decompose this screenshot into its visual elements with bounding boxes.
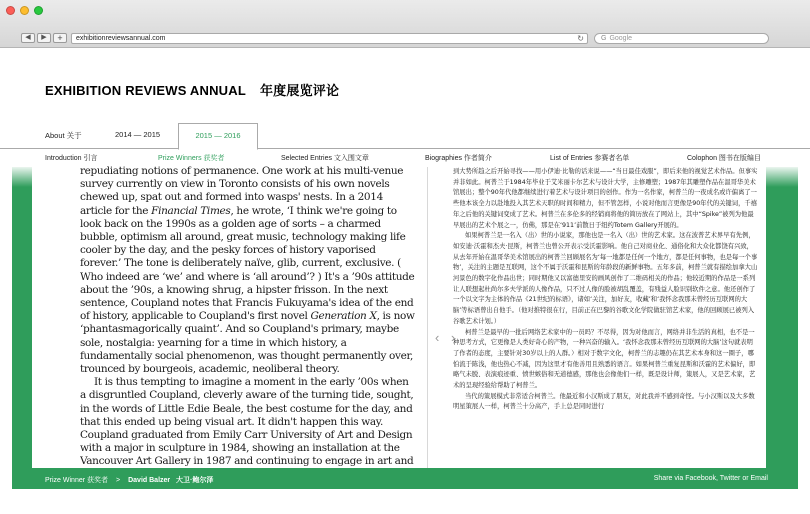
article-cn-paragraph: 柯普兰是最早的一批后网络艺术家中的一员吗？不尽得，因为对他而言，网络并非生活的真相，也不是一种思考方式，它更像是人类好奇心的产物，一种兴奋的输入。‘我怀念我那未曾经历互联网的大脑’这句就表明了作者的态度，主要针对30岁以上的人群。）相对于数字文化，柯普兰的志趣仍在其艺术本身和这一圈子，哪怕流于陈浅，他也热心不减，因为这里才有他善用且熟悉的语言。如果柯普兰重复昆斯和沃霍的艺术偏好，即略气未脱、表演痕迹重、愤世嫉俗和无道德感，那他也会像他们一样，既是设计师，策展人，又是艺术家，艺术的呈现经验给帮助了柯普兰。 <box>453 328 756 390</box>
breadcrumb-author-en: David Balzer <box>128 477 171 484</box>
subnav-biographies[interactable]: Biographies 作者简介 <box>425 155 492 162</box>
subnav-colophon[interactable]: Colophon 图书在版编目 <box>687 155 761 162</box>
history-nav <box>21 33 51 43</box>
breadcrumb-author-cn: 大卫·鲍尔泽 <box>175 477 214 484</box>
search-input[interactable] <box>594 33 769 44</box>
article-chinese <box>453 167 758 468</box>
subnav-list-of-entries[interactable]: List of Entries 参赛者名单 <box>550 155 630 162</box>
forward-button[interactable]: ▶ <box>37 33 51 43</box>
site-title[interactable] <box>45 80 339 99</box>
new-tab-button[interactable]: + <box>53 33 67 43</box>
subnav-introduction[interactable]: Introduction 引言 <box>45 155 98 162</box>
next-page-icon[interactable]: › <box>451 330 456 345</box>
breadcrumb <box>45 475 213 485</box>
subnav-selected-entries[interactable]: Selected Entries 文入围文章 <box>281 155 369 162</box>
article-cn-paragraph: 当代的策展模式非常适合柯普兰。他最近和小汉斯成了朋友，对此我并不感到奇怪。与小汉斯以及大多数明星策展人一样，柯普兰十分高产，手上总是同时进行 <box>453 392 755 411</box>
reload-icon[interactable]: ↻ <box>577 34 584 43</box>
minimize-window-button[interactable] <box>20 6 29 15</box>
site-title-en: EXHIBITION REVIEWS ANNUAL <box>45 83 246 98</box>
browser-toolbar <box>0 0 810 48</box>
search-engine-icon: G <box>601 35 607 42</box>
article-en-paragraph: repudiating notions of permanence. One work at his multi-venue survey currently on view in Toronto consists of his own novels chewed up, spat out and formed into wasps' nests. In a 2014 article for the Financial Times, he wrote, ‘I think we're going to look back on the 1990s as a golden age of sorts – a charmed bubble, optimism all around, great music, technology making life cooler by the day, and the pesky forces of history vaporised forever.’ The tone is deliberately naïve, glib, current, exclusive. ( Who indeed are ‘we’ and where is ‘all around’? ) It's a ’90s attitude about the ’90s, a knowing shrug, a hipster frisson. In the next sentence, Coupland notes that Francis Fukuyama's idea of the end of history, applicable to Coupland's first novel Generation X, is now ‘phantasmagorically quaint’. And so Coupland's primary, maybe sole, nostalgia: yearning for a time in which history, a fundamentally social phenomenon, was thought permanently over, trounced by bourgeois, academic, neoliberal theory. <box>80 165 415 376</box>
url-text: exhibitionreviewsannual.com <box>76 35 166 42</box>
right-accent-bar <box>766 167 798 468</box>
article-cn-paragraph: 到大势所趋之后开始寻找——用小伊迪·比勒的话来说——“当日最佳戏服”，即后来他的视觉艺术作品。但事实并非如此。柯普兰于1984年毕业于艾米丽卡尔艺术与设计大学，主修雕塑；1987年其雕塑作品在温哥华美术馆展出；整个90年代他都继续进行着艺术与设计项目的创作。作为一名作家，柯普兰的一夜成名或许偏离了一些他本该全力以赴地投入其艺术天职的时间和精力，但不管怎样，小说对他而言更像是90年代的关键词，千禧年之后他的关键词变成了艺术。柯普兰在多伦多的经销商将他的简历放在了网站上，其中“Spike”被列为他最早展出的艺术个展之一，仿佛，那是在‘911’前散日于纽约Totem Gallery开展的。 <box>453 168 758 229</box>
breadcrumb-category[interactable]: Prize Winner 获奖者 <box>45 477 109 484</box>
tab-about[interactable]: About 关于 <box>45 131 82 140</box>
address-bar[interactable] <box>71 33 588 44</box>
tab-2014-2015[interactable]: 2014 — 2015 <box>115 130 161 139</box>
share-link[interactable]: Share via Facebook, Twitter or Email <box>653 475 768 482</box>
tab-2015-2016[interactable]: 2015 — 2016 <box>178 123 258 150</box>
page-bottom <box>0 489 810 514</box>
site-title-cn: 年度展览评论 <box>259 83 340 98</box>
breadcrumb-separator: > <box>116 477 121 484</box>
window-controls <box>6 6 43 15</box>
prev-page-icon[interactable]: ‹ <box>435 330 440 345</box>
search-placeholder: Google <box>609 35 633 42</box>
back-button[interactable]: ◀ <box>21 33 35 43</box>
footer-bar <box>12 468 798 489</box>
article-cn-paragraph: 如果柯普兰是一名入（出）世的小说家，那他也是一名入（出）世的艺术家。这在波普艺术界早有先例，如安迪·沃霍和杰夫·昆斯，柯普兰也曾公开表示受沃霍影响。他自己对商业化、通俗化和大众化都饶有兴致，从去年开始在温哥华美术馆展出的柯普兰回顾展名为‘每一地都是任何一个地方，都是任何事物，也是每一个事物’，关注的主题是互联网，这个不属于沃霍和昆斯的年龄段的新鲜事物。五年多前，柯普兰就有描绘加拿大山河景色的数字化作品出世；同时期他又以富德里安的画风创作了二维码相关的作品；他较近期的作品是一系列让人联想起杜尚尔多夫学派的人像作品，只不过人像的脸被胡乱覆盖，有残益人脸识别软件之意。他还创作了一个以文字为主体的作品《21世纪的标语》，诸如‘关注，加好友，收藏’和‘我怀念我那未曾经历互联网的大脑’等标语曾出自他手。（他对推特很在行，目前正在巴黎的谷歌文化学院做驻馆艺术家，他的回顾展已被列入谷歌艺术计划。） <box>453 232 758 325</box>
left-accent-bar <box>12 167 32 468</box>
subnav-prize-winners[interactable]: Prize Winners 获奖者 <box>158 155 225 162</box>
year-tabs <box>0 123 810 149</box>
article-english <box>80 165 417 468</box>
article-en-paragraph: It is thus tempting to imagine a moment in the early ’00s when a disgruntled Coupland, cleverly aware of the turning tide, sought, in the words of Little Edie Beale, the best costume for the day, and that this ended up being visual art. It didn't happen this way. Coupland graduated from Emily Carr University of Art and Design with a major in sculpture in 1984, showing an installation at the Vancouver Art Gallery in 1987 and continuing to engage in art and <box>80 376 414 468</box>
zoom-window-button[interactable] <box>34 6 43 15</box>
close-window-button[interactable] <box>6 6 15 15</box>
column-divider <box>427 167 428 468</box>
